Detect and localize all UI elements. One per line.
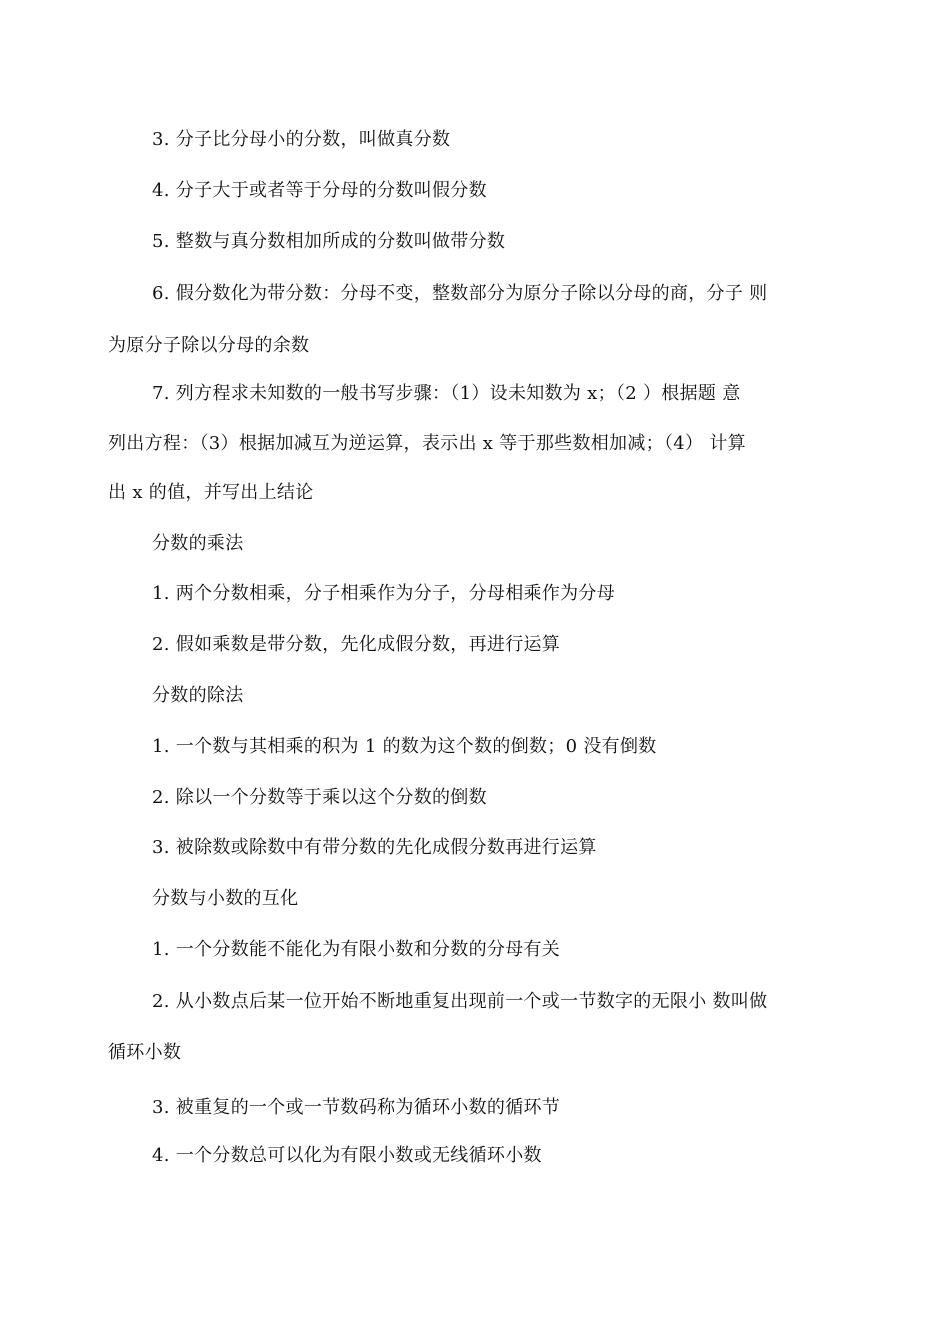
item-repeating-decimal-line1: 2. 从小数点后某一位开始不断地重复出现前一个或一节数字的无限小 数叫做 bbox=[152, 991, 768, 1012]
item-multiply-fractions: 1. 两个分数相乘，分子相乘作为分子，分母相乘作为分母 bbox=[152, 583, 615, 604]
item-repetend: 3. 被重复的一个或一节数码称为循环小数的循环节 bbox=[152, 1097, 561, 1118]
item-repeating-decimal-line2: 循环小数 bbox=[108, 1042, 182, 1063]
item-convert-improper-line2: 为原分子除以分母的余数 bbox=[108, 335, 310, 356]
item-proper-fraction: 3. 分子比分母小的分数，叫做真分数 bbox=[152, 129, 451, 150]
item-multiply-mixed: 2. 假如乘数是带分数，先化成假分数，再进行运算 bbox=[152, 634, 561, 655]
item-equation-steps-line2: 列出方程：（3）根据加减互为逆运算，表示出 x 等于那些数相加减；（4） 计算 bbox=[108, 433, 746, 454]
item-improper-fraction: 4. 分子大于或者等于分母的分数叫假分数 bbox=[152, 180, 487, 201]
item-convert-improper-line1: 6. 假分数化为带分数：分母不变，整数部分为原分子除以分母的商，分子 则 bbox=[152, 283, 768, 304]
item-divide-mixed: 3. 被除数或除数中有带分数的先化成假分数再进行运算 bbox=[152, 837, 597, 858]
heading-fraction-multiplication: 分数的乘法 bbox=[152, 533, 244, 554]
item-mixed-number: 5. 整数与真分数相加所成的分数叫做带分数 bbox=[152, 231, 506, 252]
item-equation-steps-line3: 出 x 的值，并写出上结论 bbox=[108, 482, 314, 503]
item-divide-by-fraction: 2. 除以一个分数等于乘以这个分数的倒数 bbox=[152, 787, 487, 808]
heading-fraction-division: 分数的除法 bbox=[152, 685, 244, 706]
heading-fraction-decimal-conversion: 分数与小数的互化 bbox=[152, 888, 299, 909]
item-equation-steps-line1: 7. 列方程求未知数的一般书写步骤：（1）设未知数为 x；（2 ）根据题 意 bbox=[152, 383, 741, 404]
item-reciprocal: 1. 一个数与其相乘的积为 1 的数为这个数的倒数；0 没有倒数 bbox=[152, 736, 657, 757]
item-fraction-to-decimal: 4. 一个分数总可以化为有限小数或无线循环小数 bbox=[152, 1145, 542, 1166]
item-finite-decimal: 1. 一个分数能不能化为有限小数和分数的分母有关 bbox=[152, 939, 561, 960]
